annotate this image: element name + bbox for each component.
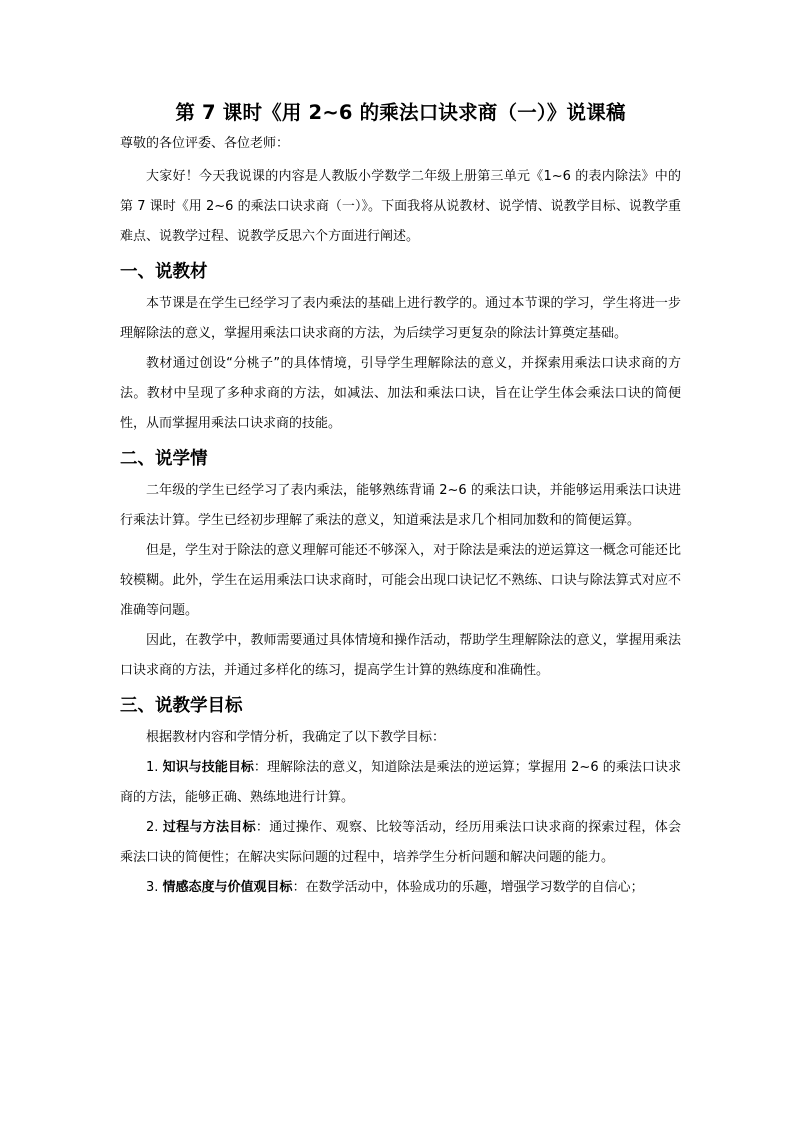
objective-text: ：理解除法的意义，知道除法是乘法的逆运算；掌握用 2~6 的乘法口诀求商的方法，能够正确、熟练地进行计算。 — [120, 760, 681, 805]
students-paragraph-3: 因此，在教学中，教师需要通过具体情境和操作活动，帮助学生理解除法的意义，掌握用乘法口诀求商的方法，并通过多样化的练习，提高学生计算的熟练度和准确性。 — [120, 633, 681, 678]
objective-item-3 — [120, 873, 681, 903]
objective-number: 2. — [146, 820, 159, 835]
objectives-intro: 根据教材内容和学情分析，我确定了以下教学目标： — [146, 730, 446, 745]
document-title: 第 7 课时《用 2~6 的乘法口诀求商（一）》说课稿 — [175, 101, 626, 124]
objective-label: 过程与方法目标 — [162, 820, 256, 835]
objective-number: 1. — [146, 760, 159, 775]
section-heading-objectives: 三、说教学目标 — [120, 696, 243, 716]
textbook-paragraph-2: 教材通过创设“分桃子”的具体情境，引导学生理解除法的意义，并探索用乘法口诀求商的方法。教材中呈现了多种求商的方法，如减法、加法和乘法口诀，旨在让学生体会乘法口诀的简便性，从而掌握用乘法口诀求商的技能。 — [120, 356, 681, 431]
objective-label: 知识与技能目标 — [162, 760, 254, 775]
objective-item-2 — [120, 813, 681, 873]
objective-item-1 — [120, 753, 681, 813]
section-heading-textbook: 一、说教材 — [120, 262, 208, 282]
objective-text: ：在数学活动中，体验成功的乐趣，增强学习数学的自信心； — [292, 880, 644, 895]
students-paragraph-2: 但是，学生对于除法的意义理解可能还不够深入，对于除法是乘法的逆运算这一概念可能还比较模糊。此外，学生在运用乘法口诀求商时，可能会出现口诀记忆不熟练、口诀与除法算式对应不准确等问题。 — [120, 543, 681, 618]
intro-paragraph: 大家好！今天我说课的内容是人教版小学数学二年级上册第三单元《1~6 的表内除法》中的第 7 课时《用 2~6 的乘法口诀求商（一）》。下面我将从说教材、说学情、说教学目标、说教学重难点、说教学过程、说教学反思六个方面进行阐述。 — [120, 169, 681, 244]
section-heading-students: 二、说学情 — [120, 449, 208, 469]
objective-number: 3. — [146, 880, 159, 895]
objective-text: ：通过操作、观察、比较等活动，经历用乘法口诀求商的探索过程，体会乘法口诀的简便性；在解决实际问题的过程中，培养学生分析问题和解决问题的能力。 — [120, 820, 681, 865]
textbook-paragraph-1: 本节课是在学生已经学习了表内乘法的基础上进行教学的。通过本节课的学习，学生将进一步理解除法的意义，掌握用乘法口诀求商的方法，为后续学习更复杂的除法计算奠定基础。 — [120, 296, 681, 341]
objective-label: 情感态度与价值观目标 — [162, 880, 293, 895]
greeting-line: 尊敬的各位评委、各位老师： — [120, 136, 290, 151]
students-paragraph-1: 二年级的学生已经学习了表内乘法，能够熟练背诵 2~6 的乘法口诀，并能够运用乘法口诀进行乘法计算。学生已经初步理解了乘法的意义，知道乘法是求几个相同加数和的简便运算。 — [120, 483, 681, 528]
